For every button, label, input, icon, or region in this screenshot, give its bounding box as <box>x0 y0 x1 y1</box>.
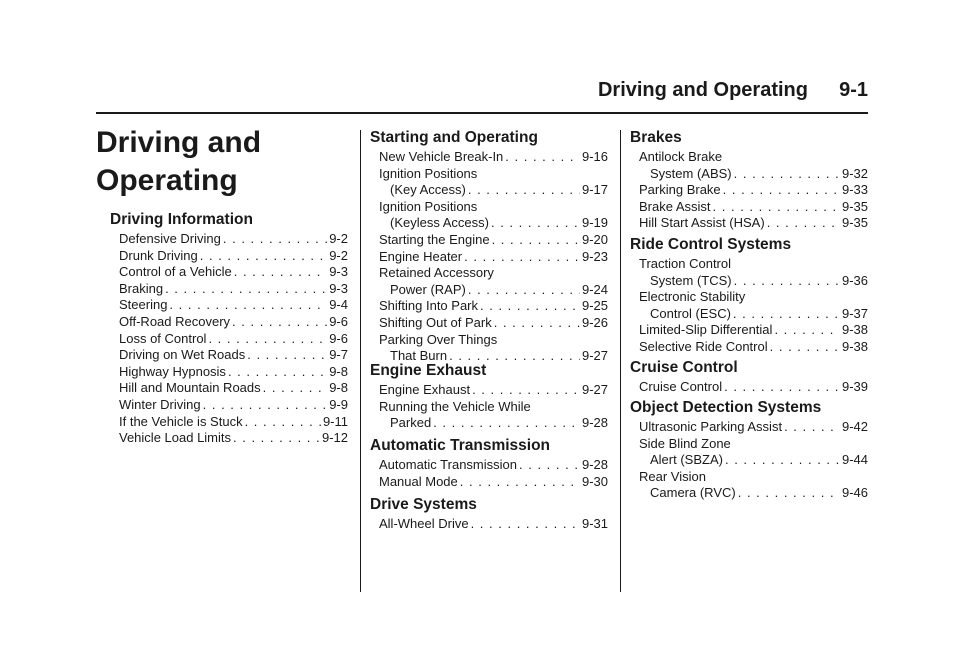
toc-section-heading: Brakes <box>630 129 682 146</box>
toc-entry[interactable] <box>630 419 868 436</box>
toc-entry-page: 9-24 <box>581 281 608 297</box>
toc-entry-title: Ultrasonic Parking Assist <box>639 419 783 434</box>
toc-entry[interactable] <box>110 380 348 397</box>
toc-entry-title-line1: Ignition Positions <box>379 165 478 181</box>
toc-entry[interactable] <box>110 430 348 447</box>
toc-entry[interactable] <box>110 414 348 431</box>
toc-entry-title: Selective Ride Control <box>639 338 768 354</box>
toc-entry-page: 9-6 <box>329 313 348 329</box>
toc-entry[interactable] <box>110 281 348 298</box>
toc-entry-line <box>379 182 608 199</box>
dot-leader <box>169 297 327 314</box>
toc-entry-line <box>379 457 608 474</box>
toc-entry-title: Off-Road Recovery <box>119 313 231 329</box>
toc-entry-title: (Key Access) <box>390 182 466 198</box>
toc-entry-title: If the Vehicle is Stuck <box>119 413 243 429</box>
toc-entry-line <box>119 331 348 348</box>
toc-entry-page: 9-7 <box>329 347 348 363</box>
toc-entry-line <box>119 414 348 431</box>
toc-entry-line <box>119 364 348 381</box>
toc-entry-page: 9-20 <box>581 231 608 247</box>
toc-entry-line <box>119 281 348 298</box>
toc-section-heading: Automatic Transmission <box>370 437 551 454</box>
toc-entries <box>370 516 608 533</box>
toc-entries <box>370 457 608 490</box>
toc-entry[interactable] <box>630 322 868 339</box>
toc-entry-line <box>119 380 348 397</box>
toc-entry-page: 9-23 <box>581 248 608 264</box>
toc-entry-title-line1: Electronic Stability <box>639 289 746 305</box>
toc-entry-page: 9-2 <box>329 247 348 263</box>
toc-entry-page: 9-39 <box>841 379 868 394</box>
toc-entry-line <box>119 397 348 414</box>
toc-entry-title: New Vehicle Break-In <box>379 149 504 164</box>
toc-entry-page: 9-4 <box>329 297 348 313</box>
toc-entry-line <box>119 347 348 364</box>
toc-entry[interactable] <box>370 315 608 332</box>
dot-leader <box>734 166 840 183</box>
toc-entry-title-line1: Retained Accessory <box>379 265 494 281</box>
toc-entry-title: System (ABS) <box>650 165 732 181</box>
toc-entry-title-line1: Side Blind Zone <box>639 435 731 451</box>
toc-entries <box>110 231 348 447</box>
toc-entry-page: 9-32 <box>841 165 868 181</box>
toc-entry-title: System (TCS) <box>650 272 732 288</box>
toc-entry-title: Vehicle Load Limits <box>119 430 232 446</box>
toc-entry[interactable] <box>370 232 608 249</box>
toc-entry-title: All-Wheel Drive <box>379 516 469 531</box>
toc-entry[interactable] <box>110 331 348 348</box>
toc-section <box>630 128 868 232</box>
toc-entry-title: Starting the Engine <box>379 231 490 247</box>
toc-entry[interactable] <box>630 469 868 502</box>
toc-entry-title-line1: Rear Vision <box>639 468 706 484</box>
toc-entry[interactable] <box>370 166 608 199</box>
toc-entry[interactable] <box>370 298 608 315</box>
dot-leader <box>245 414 321 431</box>
toc-entry[interactable] <box>630 289 868 322</box>
header-chapter-title: Driving and Operating <box>597 79 808 101</box>
toc-entry-title: Control of a Vehicle <box>119 264 232 280</box>
dot-leader <box>724 379 840 396</box>
dot-leader <box>228 364 327 381</box>
toc-entry[interactable] <box>370 249 608 266</box>
toc-entry-title: Highway Hypnosis <box>119 363 226 379</box>
toc-entry-line <box>379 232 608 249</box>
dot-leader <box>247 347 327 364</box>
toc-entry-page: 9-37 <box>841 305 868 321</box>
toc-entry-title: (Keyless Access) <box>390 215 489 231</box>
toc-entry-line <box>379 315 608 332</box>
dot-leader <box>234 264 327 281</box>
toc-entry-title: Shifting Into Park <box>379 298 478 314</box>
toc-section-heading: Starting and Operating <box>370 129 538 146</box>
toc-section-heading: Ride Control Systems <box>630 236 792 253</box>
toc-entry-line <box>119 264 348 281</box>
toc-section-heading: Drive Systems <box>370 496 477 513</box>
toc-entry[interactable] <box>370 149 608 166</box>
toc-entry-title: Defensive Driving <box>119 231 221 246</box>
toc-entry-title-line1: Traction Control <box>639 256 731 271</box>
toc-entry[interactable] <box>630 149 868 182</box>
dot-leader <box>491 215 580 232</box>
dot-leader <box>233 430 320 447</box>
toc-entry-page: 9-3 <box>329 280 348 296</box>
toc-entry-page: 9-8 <box>329 363 348 379</box>
toc-section <box>630 398 868 502</box>
dot-leader <box>725 452 840 469</box>
toc-entry-title: Control (ESC) <box>650 305 731 321</box>
toc-entry-title: That Burn <box>390 348 448 364</box>
toc-entry-title: Brake Assist <box>639 198 711 214</box>
toc-section-heading: Object Detection Systems <box>630 399 822 416</box>
toc-entry-page: 9-8 <box>329 380 348 396</box>
toc-entry[interactable] <box>370 399 608 432</box>
toc-entry-page: 9-6 <box>329 330 348 346</box>
toc-entries <box>630 256 868 356</box>
header-rule <box>96 112 868 114</box>
toc-entry-line <box>379 215 608 232</box>
toc-entry-line <box>379 298 608 315</box>
toc-section-heading: Engine Exhaust <box>370 362 487 379</box>
toc-section-heading: Driving Information <box>110 211 253 228</box>
toc-entry-page: 9-36 <box>841 272 868 288</box>
toc-entry-page: 9-28 <box>581 457 608 472</box>
toc-entry-page: 9-38 <box>841 322 868 338</box>
dot-leader <box>472 382 580 399</box>
toc-entry-title: Limited-Slip Differential <box>639 322 773 338</box>
toc-entry-title: Camera (RVC) <box>650 485 736 501</box>
toc-entry-line <box>379 382 608 399</box>
dot-leader <box>468 282 580 299</box>
column-divider <box>620 130 621 592</box>
toc-entry-title: Winter Driving <box>119 396 201 412</box>
toc-entries <box>630 419 868 502</box>
toc-entry-title: Loss of Control <box>119 330 207 346</box>
toc-entries <box>370 149 608 365</box>
toc-entry-page: 9-35 <box>841 215 868 231</box>
toc-entry-page: 9-33 <box>841 182 868 198</box>
toc-entry-title: Alert (SBZA) <box>650 452 723 468</box>
toc-entry-page: 9-27 <box>581 382 608 397</box>
dot-leader <box>208 331 327 348</box>
toc-entries <box>370 382 608 432</box>
toc-entry-page: 9-12 <box>321 430 348 446</box>
toc-entry-line <box>639 182 868 199</box>
toc-entry-title: Engine Exhaust <box>379 382 471 397</box>
toc-entry-line <box>639 215 868 232</box>
dot-leader <box>723 182 840 199</box>
chapter-title: Driving and Operating <box>96 126 262 197</box>
dot-leader <box>713 199 840 216</box>
dot-leader <box>492 232 580 249</box>
toc-entry[interactable] <box>630 182 868 199</box>
toc-section <box>370 128 608 365</box>
toc-section <box>110 210 348 447</box>
toc-entry-page: 9-30 <box>581 473 608 489</box>
toc-entry-line <box>119 430 348 447</box>
toc-entry-page: 9-26 <box>581 314 608 330</box>
toc-entry-line <box>639 485 868 502</box>
toc-entry-title-line1: Running the Vehicle While <box>379 398 531 414</box>
toc-entry-page: 9-35 <box>841 198 868 214</box>
dot-leader <box>223 231 327 248</box>
toc-entry[interactable] <box>110 297 348 314</box>
toc-entries <box>630 379 868 396</box>
toc-entry-title: Cruise Control <box>639 379 723 394</box>
toc-section <box>630 235 868 356</box>
toc-entry[interactable] <box>110 248 348 265</box>
toc-entry-line <box>119 314 348 331</box>
toc-entry[interactable] <box>370 457 608 474</box>
toc-entry[interactable] <box>370 516 608 533</box>
toc-entry-page: 9-44 <box>841 452 868 468</box>
toc-entry-line <box>119 231 348 248</box>
toc-entry-page: 9-17 <box>581 182 608 198</box>
toc-entry[interactable] <box>110 364 348 381</box>
toc-entry[interactable] <box>110 397 348 414</box>
toc-entry-page: 9-19 <box>581 215 608 231</box>
toc-entry-title: Power (RAP) <box>390 281 466 297</box>
toc-entry[interactable] <box>630 379 868 396</box>
dot-leader <box>519 457 580 474</box>
toc-entry-line <box>379 516 608 533</box>
toc-entry-title-line1: Parking Over Things <box>379 331 498 347</box>
toc-entry-title: Driving on Wet Roads <box>119 347 246 363</box>
dot-leader <box>471 516 580 533</box>
toc-entry-line <box>639 322 868 339</box>
toc-section <box>370 495 608 533</box>
toc-entry-line <box>639 306 868 323</box>
toc-entry-line <box>379 249 608 266</box>
toc-entry-line <box>639 452 868 469</box>
dot-leader <box>734 273 840 290</box>
dot-leader <box>464 249 580 266</box>
toc-entry[interactable] <box>630 256 868 289</box>
dot-leader <box>460 474 580 491</box>
toc-entry-title: Hill and Mountain Roads <box>119 380 261 396</box>
column-divider <box>360 130 361 592</box>
toc-entry-line <box>639 166 868 183</box>
toc-entry-title: Parked <box>390 415 432 431</box>
toc-entry-title: Shifting Out of Park <box>379 314 492 330</box>
toc-entry-line <box>119 248 348 265</box>
toc-entry-page: 9-28 <box>581 415 608 431</box>
dot-leader <box>263 380 328 397</box>
dot-leader <box>433 415 580 432</box>
toc-entry-page: 9-31 <box>581 516 608 531</box>
dot-leader <box>203 397 328 414</box>
toc-entry-page: 9-27 <box>581 348 608 364</box>
running-header <box>597 79 868 109</box>
toc-entry-page: 9-3 <box>329 264 348 280</box>
toc-entry-page: 9-25 <box>581 298 608 314</box>
header-page-number: 9-1 <box>839 79 868 101</box>
toc-entry-page: 9-42 <box>841 419 868 434</box>
toc-entry-page: 9-9 <box>329 396 348 412</box>
dot-leader <box>784 419 840 436</box>
dot-leader <box>767 215 840 232</box>
toc-entry-line <box>639 419 868 436</box>
toc-entry-line <box>639 199 868 216</box>
toc-section-heading: Cruise Control <box>630 359 738 376</box>
toc-entry-page: 9-11 <box>322 413 348 429</box>
toc-entry[interactable] <box>110 347 348 364</box>
toc-entry[interactable] <box>630 215 868 232</box>
toc-entry[interactable] <box>110 231 348 248</box>
dot-leader <box>738 485 840 502</box>
toc-entry-line <box>119 297 348 314</box>
toc-entry[interactable] <box>110 264 348 281</box>
toc-entry[interactable] <box>630 436 868 469</box>
dot-leader <box>774 322 840 339</box>
dot-leader <box>770 339 840 356</box>
toc-entry-title: Automatic Transmission <box>379 457 517 472</box>
dot-leader <box>480 298 580 315</box>
toc-entry-title: Braking <box>119 280 164 296</box>
toc-entry-title: Steering <box>119 297 168 313</box>
toc-entry-line <box>379 474 608 491</box>
toc-section <box>370 436 608 490</box>
toc-entry-page: 9-2 <box>329 231 348 246</box>
dot-leader <box>505 149 580 166</box>
toc-entries <box>630 149 868 232</box>
toc-entry-line <box>639 379 868 396</box>
toc-entry-page: 9-46 <box>841 485 868 501</box>
toc-entry-page: 9-38 <box>841 338 868 354</box>
dot-leader <box>494 315 580 332</box>
toc-entry[interactable] <box>370 474 608 491</box>
toc-entry-title: Hill Start Assist (HSA) <box>639 215 765 231</box>
toc-entry-line <box>379 415 608 432</box>
toc-entry-line <box>379 282 608 299</box>
toc-entry[interactable] <box>370 199 608 232</box>
dot-leader <box>165 281 327 298</box>
toc-entry-page: 9-16 <box>581 149 608 164</box>
toc-entry[interactable] <box>370 382 608 399</box>
toc-entry-title: Drunk Driving <box>119 247 198 263</box>
dot-leader <box>468 182 580 199</box>
toc-entry-line <box>639 273 868 290</box>
toc-entry[interactable] <box>630 199 868 216</box>
dot-leader <box>232 314 327 331</box>
toc-entry[interactable] <box>370 332 608 365</box>
dot-leader <box>200 248 327 265</box>
toc-entry[interactable] <box>110 314 348 331</box>
toc-entry-title-line1: Antilock Brake <box>639 149 723 164</box>
toc-section <box>370 361 608 432</box>
dot-leader <box>733 306 840 323</box>
toc-section <box>630 358 868 396</box>
toc-entry-title: Manual Mode <box>379 473 458 489</box>
toc-entry-title-line1: Ignition Positions <box>379 198 478 214</box>
toc-entry-title: Parking Brake <box>639 182 721 198</box>
toc-entry[interactable] <box>630 339 868 356</box>
toc-entry-line <box>379 149 608 166</box>
toc-entry-line <box>639 339 868 356</box>
toc-entry-title: Engine Heater <box>379 248 463 264</box>
toc-entry[interactable] <box>370 265 608 298</box>
